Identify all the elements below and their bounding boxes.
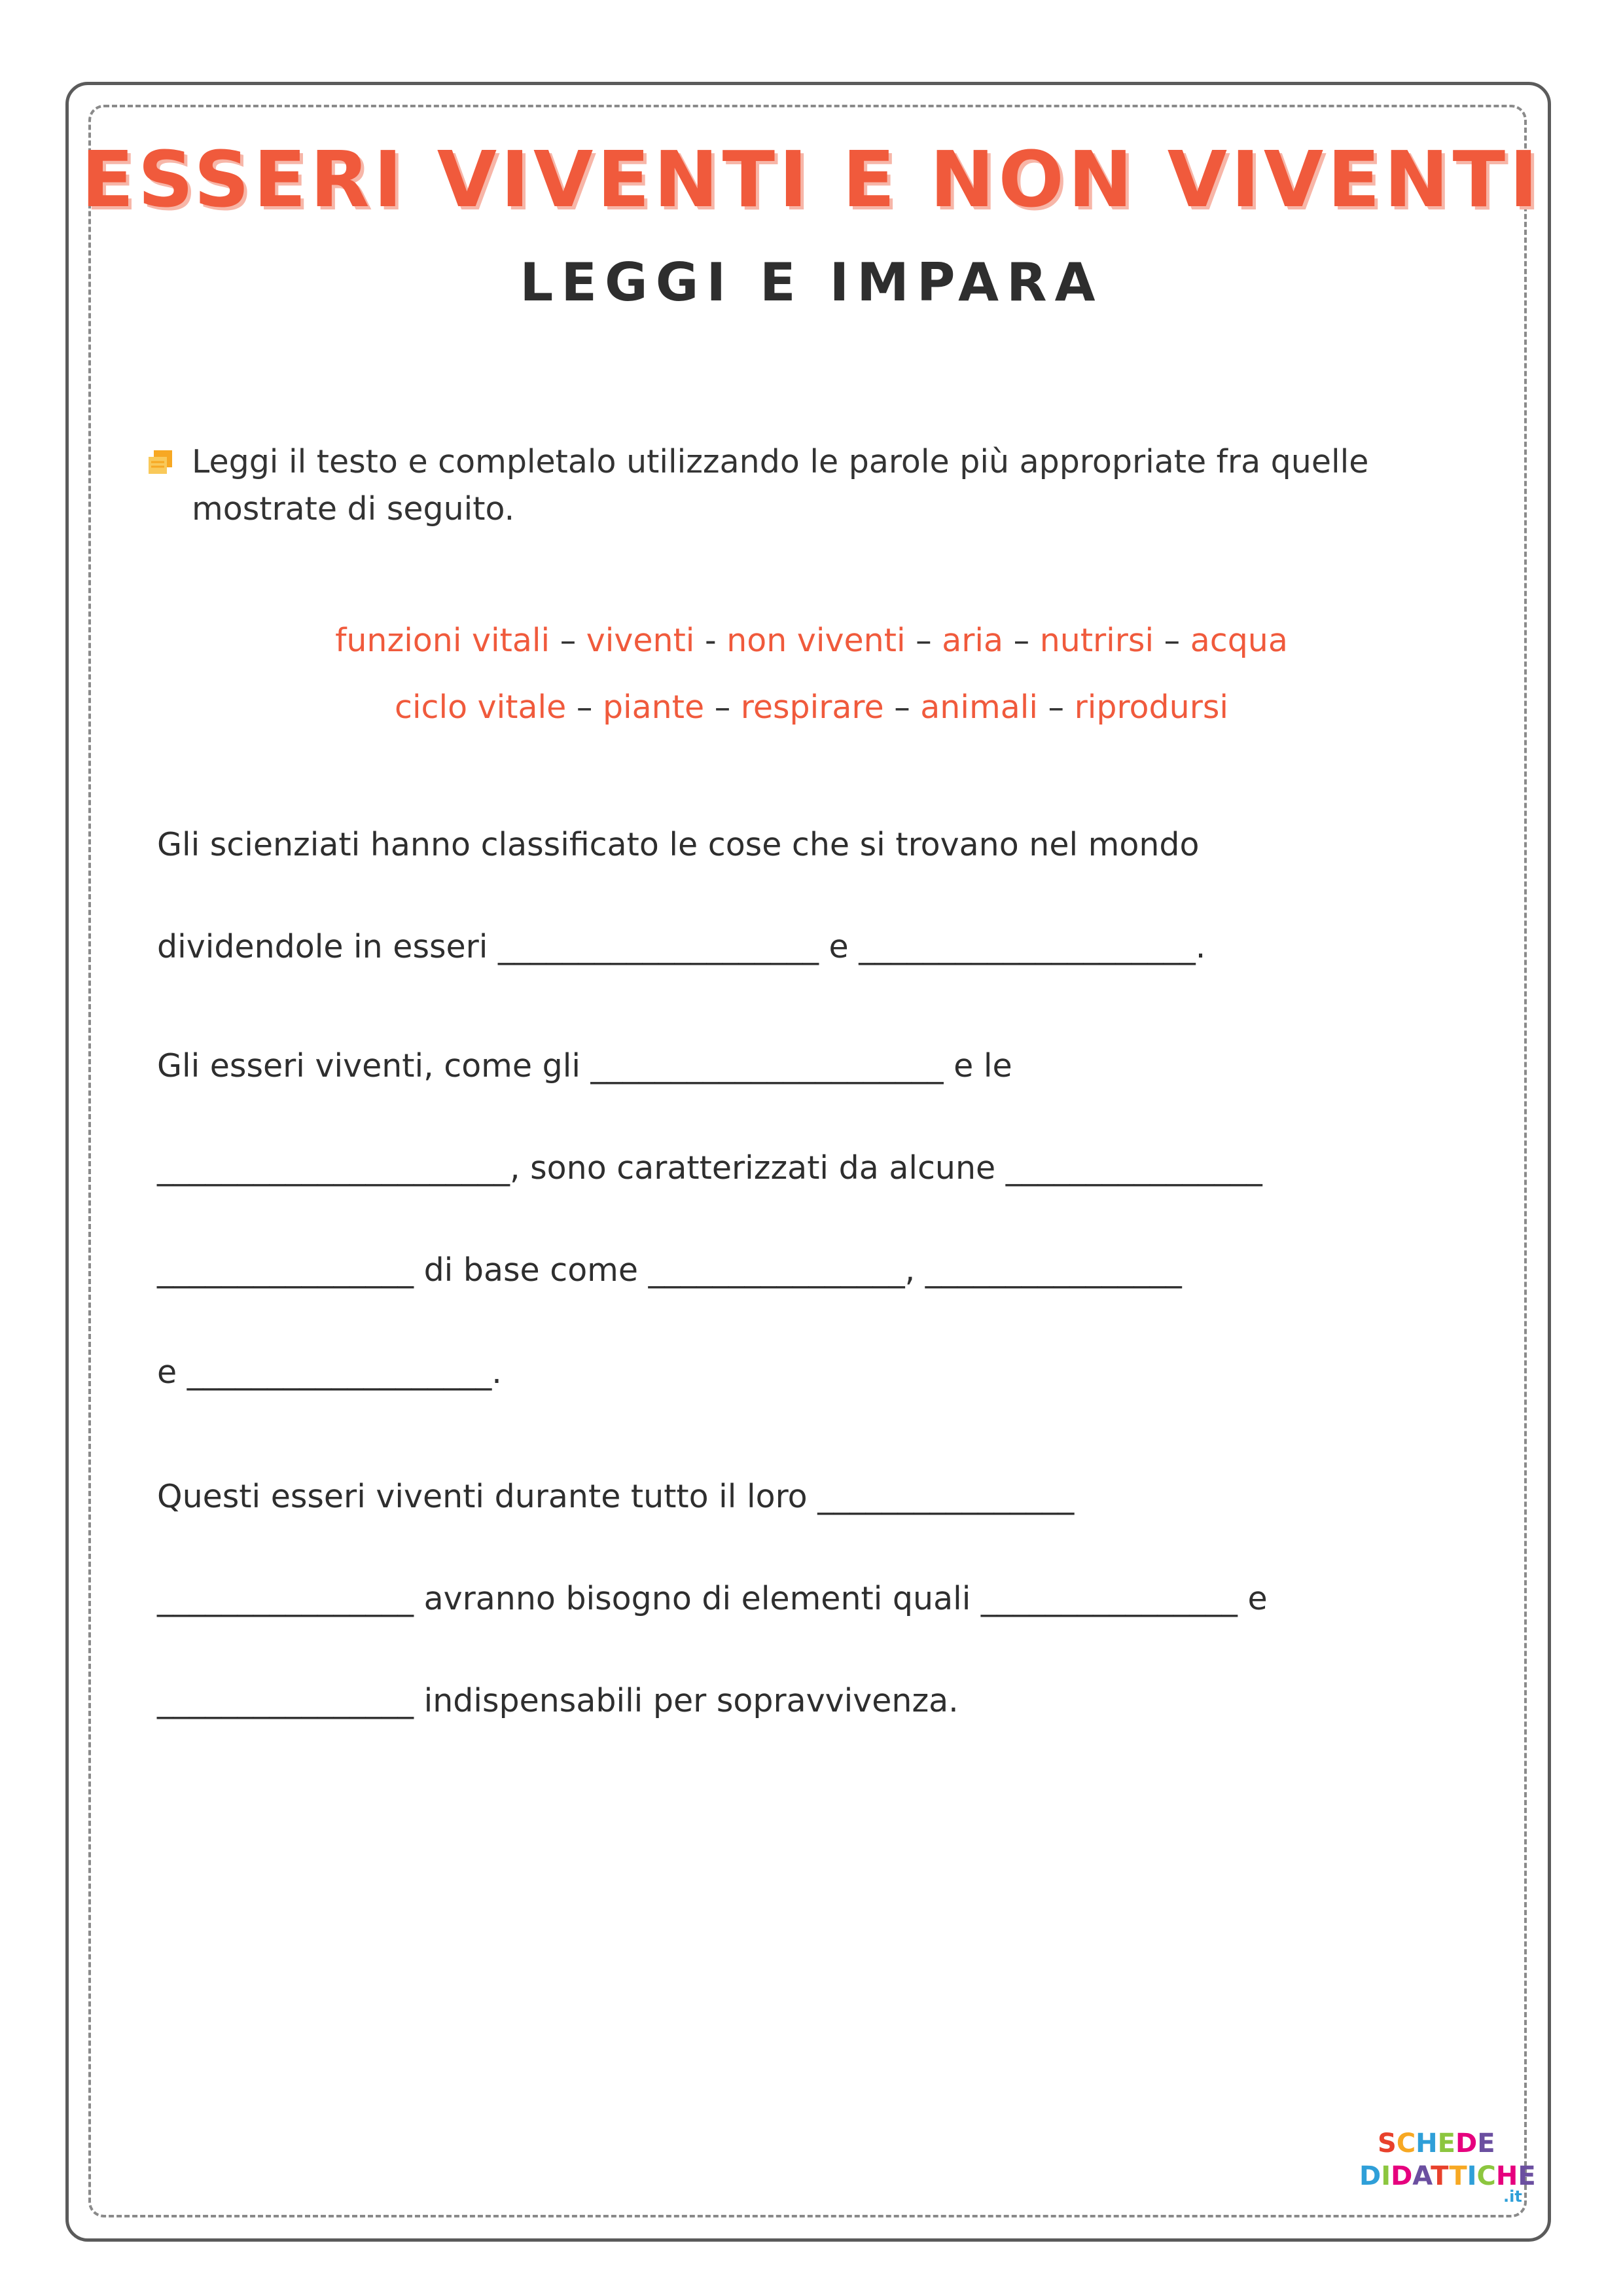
exercise-line: Questi esseri viventi durante tutto il loro ________________ <box>157 1478 1075 1515</box>
exercise-line: ________________ indispensabili per sopravvivenza. <box>157 1682 959 1719</box>
page-subtitle: LEGGI E IMPARA <box>520 252 1103 313</box>
word-separator: – <box>916 622 932 659</box>
word-option: aria <box>942 622 1004 659</box>
schede-didattiche-logo <box>1358 2121 1536 2206</box>
logo-suffix: .it <box>1503 2187 1522 2206</box>
word-option: ciclo vitale <box>395 689 567 726</box>
logo-line-2: DIDATTICHE <box>1359 2161 1536 2191</box>
word-separator: – <box>1048 689 1065 726</box>
word-separator: – <box>560 622 577 659</box>
word-separator: – <box>714 689 731 726</box>
word-bank-row-2 <box>0 689 1623 726</box>
instruction-text: Leggi il testo e completalo utilizzando le parole più appropriate fra quelle mostrate di seguito. <box>192 443 1369 528</box>
word-bank-row-1 <box>0 622 1623 659</box>
page-title: ESSERI VIVENTI E NON VIVENTI <box>80 134 1543 224</box>
word-separator: – <box>894 689 910 726</box>
exercise-line: Gli esseri viventi, come gli ______________________ e le <box>157 1047 1012 1085</box>
word-option: acqua <box>1190 622 1288 659</box>
exercise-line: Gli scienziati hanno classificato le cose che si trovano nel mondo <box>157 826 1200 863</box>
word-option: respirare <box>740 689 884 726</box>
word-option: viventi <box>586 622 695 659</box>
word-option: funzioni vitali <box>335 622 550 659</box>
logo-line-1: SCHEDE <box>1378 2128 1495 2159</box>
word-option: riprodursi <box>1074 689 1228 726</box>
exercise-line: ________________ di base come ________________, ________________ <box>157 1251 1182 1289</box>
exercise-line: ________________ avranno bisogno di elementi quali ________________ e <box>157 1580 1268 1617</box>
word-option: animali <box>920 689 1038 726</box>
word-option: non viventi <box>726 622 906 659</box>
exercise-line: e ___________________. <box>157 1354 502 1391</box>
exercise-line: ______________________, sono caratterizzati da alcune ________________ <box>157 1149 1262 1187</box>
word-option: piante <box>602 689 705 726</box>
word-separator: – <box>1164 622 1181 659</box>
word-separator: – <box>576 689 593 726</box>
note-icon <box>147 449 173 475</box>
instruction <box>147 439 1469 533</box>
word-separator: – <box>1013 622 1030 659</box>
exercise-line: dividendole in esseri ____________________ e _____________________. <box>157 928 1206 965</box>
word-option: nutrirsi <box>1039 622 1154 659</box>
word-separator: - <box>704 622 717 659</box>
